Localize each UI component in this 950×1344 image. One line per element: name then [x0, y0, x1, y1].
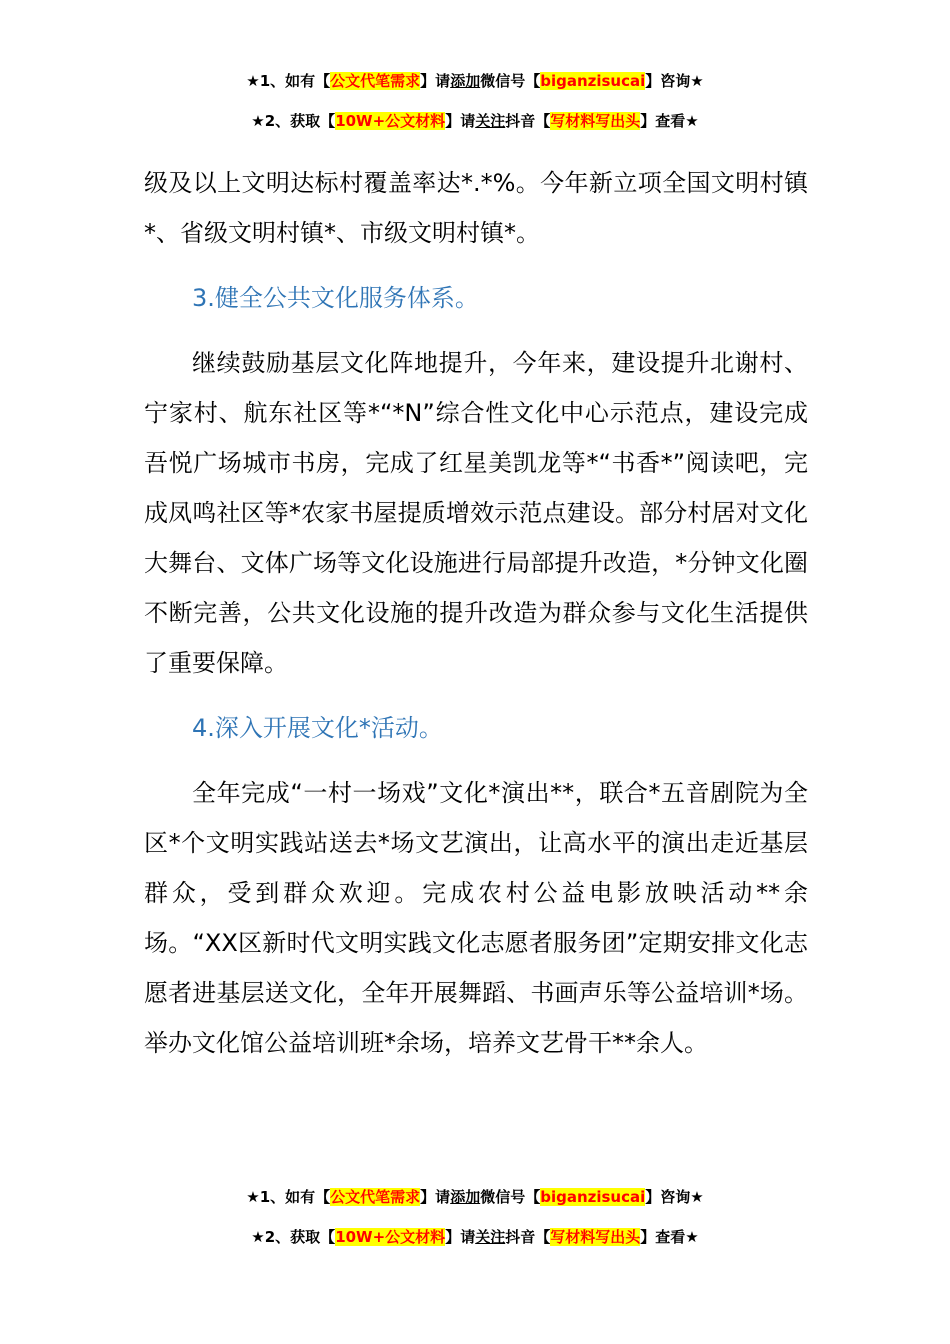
bottom-banner-line-2 [0, 1227, 950, 1247]
section-heading-3: 3.健全公共文化服务体系。 [192, 284, 479, 312]
banner-highlight: 公文代笔需求 [330, 1188, 421, 1206]
banner-highlight: 公文代笔需求 [330, 72, 421, 90]
banner-text: 】咨询★ [645, 72, 704, 90]
banner-text: ★1、如有【 [246, 72, 331, 90]
banner-text: 微信号【 [480, 1188, 541, 1206]
document-body [144, 158, 808, 1068]
banner-text: 抖音【 [505, 1228, 551, 1246]
banner-text: ★2、获取【 [251, 112, 336, 130]
banner-text: 】查看★ [640, 112, 699, 130]
banner-highlight: biganzisucai [540, 72, 646, 90]
banner-text: 】查看★ [640, 1228, 699, 1246]
banner-text: 】请 [445, 112, 476, 130]
banner-text: 】请 [445, 1228, 476, 1246]
banner-highlight: 10W+公文材料 [335, 112, 446, 130]
paragraph-3: 继续鼓励基层文化阵地提升，今年来，建设提升北谢村、宁家村、航东社区等*“*N”综合性文化中心示范点，建设完成吾悦广场城市书房，完成了红星美凯龙等*“书香*”阅读吧，完成凤鸣社区等*农家书屋提质增效示范点建设。部分村居对文化大舞台、文体广场等文化设施进行局部提升改造，*分钟文化圈不断完善，公共文化设施的提升改造为群众参与文化生活提供了重要保障。 [144, 349, 808, 677]
top-banner-line-2 [0, 111, 950, 131]
banner-text: 】咨询★ [645, 1188, 704, 1206]
paragraph-continued: 级及以上文明达标村覆盖率达*.*%。今年新立项全国文明村镇*、省级文明村镇*、市级文明村镇*。 [144, 169, 808, 247]
banner-highlight: 写材料写出头 [550, 112, 641, 130]
banner-text: ★1、如有【 [246, 1188, 331, 1206]
banner-highlight: 写材料写出头 [550, 1228, 641, 1246]
banner-text: 抖音【 [505, 112, 551, 130]
banner-highlight: biganzisucai [540, 1188, 646, 1206]
banner-text: 】请 [420, 1188, 451, 1206]
paragraph-4: 全年完成“一村一场戏”文化*演出**，联合*五音剧院为全区*个文明实践站送去*场文艺演出，让高水平的演出走近基层群众，受到群众欢迎。完成农村公益电影放映活动**余场。“XX区新时代文明实践文化志愿者服务团”定期安排文化志愿者进基层送文化，全年开展舞蹈、书画声乐等公益培训*场。举办文化馆公益培训班*余场，培养文艺骨干**余人。 [144, 779, 808, 1057]
banner-text: ★2、获取【 [251, 1228, 336, 1246]
banner-text: 微信号【 [480, 72, 541, 90]
banner-emphasis: 关注 [475, 1228, 506, 1246]
section-heading-4: 4.深入开展文化*活动。 [192, 714, 443, 742]
bottom-banner-line-1 [0, 1187, 950, 1207]
top-banner-line-1 [0, 71, 950, 91]
banner-highlight: 10W+公文材料 [335, 1228, 446, 1246]
banner-emphasis: 关注 [475, 112, 506, 130]
banner-text: 】请 [420, 72, 451, 90]
banner-emphasis: 添加 [450, 1188, 481, 1206]
banner-emphasis: 添加 [450, 72, 481, 90]
